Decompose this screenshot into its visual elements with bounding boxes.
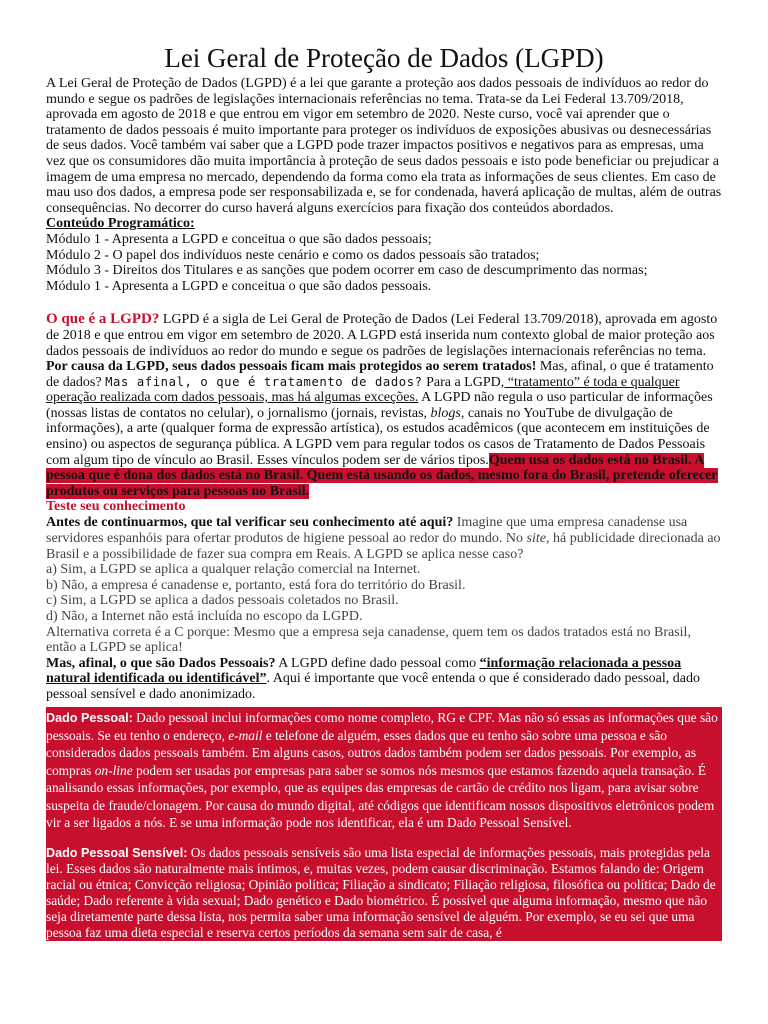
quiz-option: b) Não, a empresa é canadense e, portanto, está fora do território do Brasil. [46,577,466,593]
text-run: , canais no YouTube de divulgação de informações), a arte (qualquer forma de expressão artística), os estudos acadêmicos (que acontecem em instituições de ensino) ou aspectos de segurança pública. A LGPD vem para regular todos os casos de Tratamento de Dados Pessoais com algum tipo de vínculo ao Brasil. Esses vínculos podem ser de vários tipos. [46,405,710,468]
italic-word: blogs [430,405,461,421]
quiz-lead: Antes de continuarmos, que tal verificar seu conhecimento até aqui? [46,515,454,531]
spaced-question: Mas afinal, o que é tratamento de dados? [105,374,423,389]
quiz-option: d) Não, a Internet não está incluída no escopo da LGPD. [46,609,363,624]
text-run: Mas, afinal, o que é tratamento de dados? [46,359,714,390]
module-item: Módulo 1 - Apresenta a LGPD e conceitua o que são dados pessoais. [46,278,432,294]
definition-quote: “informação relacionada a pessoa natural identificada ou identificável” [46,655,682,687]
what-is-lgpd-heading: O que é a LGPD? [46,311,160,328]
quiz-question [46,515,722,562]
personal-data-lead: Mas, afinal, o que são Dados Pessoais? [46,655,276,671]
italic-word: e-mail [228,727,263,743]
text-run: Os dados pessoais sensíveis são uma lista especial de informações pessoais, mais protegidas pela lei. Esses dados são naturalmente mais íntimos, e, muitas vezes, podem causar discriminação. Estamos falando de: Origem racial ou étnica; Convicção religiosa; Opinião política; Filiação a sindicato; Filiação religiosa, filosófica ou política; Dado de saúde; Dado referente à vida sexual; Dado genético e Dado biométrico. É possível que alguma informação, mesmo que não seja diretamente parte dessa lista, nos permita saber uma informação sensível de alguém. Por exemplo, se eu sei que uma pessoa faz uma dieta especial e reserva certos períodos da semana sem sair de casa, é [46,845,716,941]
text-run: LGPD é a sigla de Lei Geral de Proteção de Dados (Lei Federal 13.709/2018), aprovada em agosto de 2018 e que entrou em vigor em setembro de 2020. A LGPD está inserida num contexto global de maior proteção aos dados pessoais de indivíduos ao redor do mundo e segue os padrões de legislações internacionais referências no tema. [46,312,718,359]
text-run: Para a LGPD [422,374,501,390]
quiz-option: a) Sim, a LGPD se aplica a qualquer relação comercial na Internet. [46,562,421,578]
highlighted-links: Quem usa os dados está no Brasil. A pessoa que é dona dos dados está no Brasil. Quem está usando os dados, mesmo fora do Brasil, pretende oferecer produtos ou serviços para pessoas no Brasil. [46,452,718,499]
what-is-lgpd-paragraph [46,312,722,499]
module-item: Módulo 3 - Direitos dos Titulares e as sanções que podem ocorrer em caso de descumprimento das normas; [46,263,648,279]
bold-statement: Por causa da LGPD, seus dados pessoais ficam mais protegidos ao serem tratados! [46,359,537,375]
text-run: Dado pessoal inclui informações como nome completo, RG e CPF. Mas não só essas as informações que são pessoais. Se eu tenho o endereço, [46,709,718,743]
text-run: A LGPD define dado pessoal como [275,655,480,671]
box-label: Dado Pessoal Sensível: [46,846,188,861]
quiz-answer: Alternativa correta é a C porque: Mesmo que a empresa seja canadense, quem tem os dados tratados está no Brasil, então a LGPD se aplica! [46,624,691,656]
quiz-heading: Teste seu conhecimento [46,499,186,515]
spacer [46,294,722,310]
text-run: . Aqui é importante que você entenda o que é considerado dado pessoal, dado pessoal sensível e dado anonimizado. [46,671,700,702]
spacer [46,831,722,845]
text-run: e telefone de alguém, esses dados que eu tenho são sobre uma pessoa e são considerados dados pessoais também. Em alguns casos, outros dados também podem ser dados pessoais. Por exemplo, as compras [46,727,697,778]
document-title: Lei Geral de Proteção de Dados (LGPD) [164,43,604,73]
personal-data-paragraph [46,656,722,703]
program-heading: Conteúdo Programático: [46,216,195,232]
text-run: , há publicidade direcionada ao Brasil e a possibilidade de fazer sua compra em Reais. A LGPD se aplica nesse caso? [46,531,721,562]
text-run: A LGPD não regula o uso particular de informações (nossas listas de contatos no celular), o jornalismo (jornais, revistas, [46,390,713,421]
sensitive-data-text [46,845,722,941]
document-page [46,42,722,941]
text-run: podem ser usadas por empresas para saber se somos nós mesmos que estamos fazendo aquela transação. É analisando essas informações, por exemplo, que as equipes das empresas de cartão de crédito nos ligam, para avisar sobre suspeita de fraude/clonagem. Por causa do mundo digital, até códigos que identificam nossos dispositivos eletrônicos podem vir a ser ligados a nós. E se uma informação pode nos identificar, ela é um Dado Pessoal Sensível. [46,762,715,830]
personal-data-box [46,707,722,942]
box-label: Dado Pessoal: [46,710,133,725]
underlined-definition: , “tratamento” é toda e qualquer operação realizada com dados pessoais, mas há algumas exceções. [46,374,680,406]
module-item: Módulo 2 - O papel dos indivíduos neste cenário e como os dados pessoais são tratados; [46,247,540,263]
personal-data-text [46,707,722,832]
italic-word: on-line [94,762,133,778]
module-item: Módulo 1 - Apresenta a LGPD e conceitua o que são dados pessoais; [46,231,432,247]
text-run: Imagine que uma empresa canadense usa servidores espanhóis para ofertar produtos de higiene pessoal ao redor do mundo. No [46,515,688,547]
intro-paragraph: A Lei Geral de Proteção de Dados (LGPD) é a lei que garante a proteção aos dados pessoais de indivíduos ao redor do mundo e segue os padrões de legislações internacionais referências no tema. Trata-se da Lei Federal 13.709/2018, aprovada em agosto de 2018 e que entrou em vigor em setembro de 2020. Neste curso, você vai aprender que o tratamento de dados pessoais é muito importante para proteger os indivíduos de exposições abusivas ou desnecessárias de seus dados. Você também vai saber que a LGPD pode trazer impactos positivos e negativos para as empresas, uma vez que os consumidores dão muita importância à proteção de seus dados pessoais e isto pode beneficiar ou prejudicar a imagem de uma empresa no mercado, dependendo da forma como ela trata as informações de seus clientes. Em caso de mau uso dos dados, a empresa pode ser responsabilizada e, se for condenada, haverá aplicação de multas, além de outras consequências. No decorrer do curso haverá alguns exercícios para fixação dos conteúdos abordados. [46,76,722,216]
italic-word: site [526,531,546,547]
quiz-option: c) Sim, a LGPD se aplica a dados pessoais coletados no Brasil. [46,593,399,609]
